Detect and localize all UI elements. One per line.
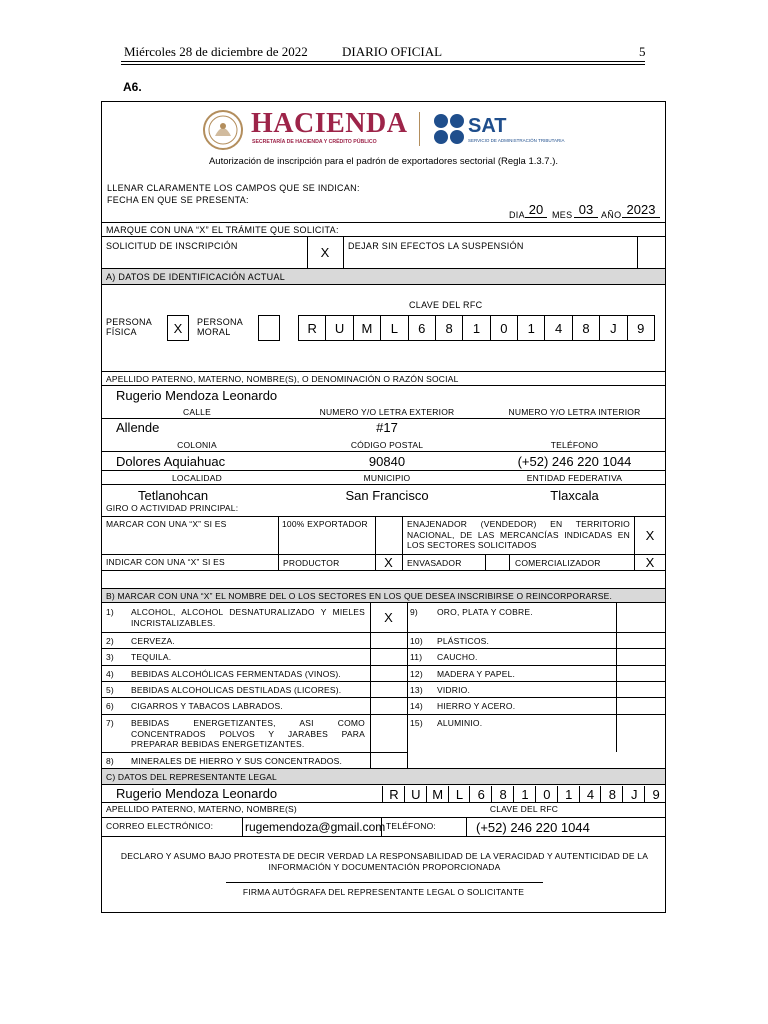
sector-label: BEBIDAS ALCOHOLICAS DESTILADAS (LICORES). (131, 685, 342, 695)
sector-label: BEBIDAS ENERGETIZANTES, ASI COMO CONCENTRADOS POLVOS Y JARABES PARA PREPARAR BEBIDAS ENERGETIZANTES. (131, 718, 365, 749)
instructions-line2: FECHA EN QUE SE PRESENTA: (107, 195, 249, 205)
rep-rfc-char-box[interactable]: 1 (513, 786, 536, 803)
rfc-char-box[interactable]: U (325, 315, 353, 341)
sector-checkbox[interactable] (370, 752, 407, 768)
year-label: AÑO (601, 210, 622, 220)
day-label: DIA (509, 210, 525, 220)
sector-label: MADERA Y PAPEL. (437, 669, 516, 679)
num-ext-label: NUMERO Y/O LETRA EXTERIOR (319, 407, 455, 417)
rep-rfc-label: CLAVE DEL RFC (489, 804, 559, 814)
procedure-header: MARQUE CON UNA “X” EL TRÁMITE QUE SOLICITA: (106, 225, 339, 235)
telefono-value[interactable]: (+52) 246 220 1044 (517, 454, 632, 469)
form-title: Autorización de inscripción para el padrón de exportadores sectorial (Regla 1.3.7.). (208, 156, 559, 167)
sector-label: TEQUILA. (131, 652, 172, 662)
sector-checkbox[interactable] (616, 714, 666, 752)
rep-name-value[interactable]: Rugerio Mendoza Leonardo (116, 786, 278, 801)
sat-logo-icon (432, 112, 466, 146)
section-b-header (102, 588, 665, 603)
signature-line[interactable] (226, 882, 543, 883)
envasador-checkbox[interactable] (485, 554, 509, 571)
publication-name: DIARIO OFICIAL (342, 44, 443, 59)
entidad-label: ENTIDAD FEDERATIVA (526, 473, 623, 483)
comercializador-label: COMERCIALIZADOR (515, 558, 601, 568)
rep-rfc-char-box[interactable]: U (404, 786, 427, 803)
divider (102, 236, 665, 237)
rfc-char-box[interactable]: 9 (627, 315, 655, 341)
sector-checkbox[interactable] (616, 681, 666, 697)
section-a-header (102, 268, 665, 285)
sector-number: 15) (410, 718, 423, 728)
marcar-label: MARCAR CON UNA “X” SI ES (106, 519, 227, 529)
month-field[interactable]: 03 (574, 203, 598, 218)
calle-value[interactable]: Allende (116, 420, 160, 435)
page-number: 5 (639, 44, 646, 59)
inscripcion-checkbox[interactable]: X (320, 245, 330, 260)
persona-moral-label: PERSONA MORAL (197, 317, 243, 337)
sector-label: ALCOHOL, ALCOHOL DESNATURALIZADO Y MIELES INCRISTALIZABLES. (131, 607, 365, 628)
num-int-label: NUMERO Y/O LETRA INTERIOR (508, 407, 641, 417)
sector-number: 1) (106, 607, 114, 617)
sector-label: BEBIDAS ALCOHÓLICAS FERMENTADAS (VINOS). (131, 669, 341, 679)
rfc-char-box[interactable]: 8 (435, 315, 463, 341)
rep-rfc-char-box[interactable]: 6 (469, 786, 492, 803)
sector-checkbox[interactable] (370, 648, 407, 665)
rfc-char-box[interactable]: 0 (490, 315, 518, 341)
sector-checkbox[interactable] (370, 665, 407, 681)
email-label: CORREO ELECTRÓNICO: (106, 821, 214, 831)
rep-rfc-char-box[interactable]: M (426, 786, 449, 803)
rfc-char-box[interactable]: M (353, 315, 381, 341)
month-label: MES (552, 210, 573, 220)
name-label: APELLIDO PATERNO, MATERNO, NOMBRE(S), O DENOMINACIÓN O RAZÓN SOCIAL (106, 374, 459, 384)
section-c-title: C) DATOS DEL REPRESENTANTE LEGAL (106, 772, 277, 782)
sector-label: CAUCHO. (437, 652, 478, 662)
cp-label: CÓDIGO POSTAL (350, 440, 424, 450)
indicar-label: INDICAR CON UNA “X” SI ES (106, 557, 225, 567)
phone-label: TELÉFONO: (386, 821, 436, 831)
section-c-header (102, 768, 665, 785)
sector-number: 11) (410, 652, 423, 662)
sector-label: VIDRIO. (437, 685, 471, 695)
procedure-option-inscripcion: SOLICITUD DE INSCRIPCIÓN (106, 241, 238, 251)
productor-label: PRODUCTOR (283, 558, 340, 568)
email-value[interactable]: rugemendoza@gmail.com (245, 820, 386, 834)
cp-value[interactable]: 90840 (368, 454, 406, 469)
giro-label: GIRO O ACTIVIDAD PRINCIPAL: (106, 503, 239, 513)
sector-number: 10) (410, 636, 423, 646)
hacienda-logo-text: HACIENDA (251, 108, 408, 139)
name-value[interactable]: Rugerio Mendoza Leonardo (116, 388, 278, 403)
header-rule-2 (121, 64, 645, 65)
colonia-label: COLONIA (177, 440, 217, 450)
sector-checkbox[interactable] (370, 632, 407, 648)
calle-label: CALLE (183, 407, 211, 417)
rfc-char-box[interactable]: 1 (517, 315, 545, 341)
sector-checkbox[interactable] (616, 603, 666, 632)
sector-label: MINERALES DE HIERRO Y SUS CONCENTRADOS. (131, 756, 343, 766)
rfc-char-box[interactable]: 6 (408, 315, 436, 341)
phone-value[interactable]: (+52) 246 220 1044 (476, 820, 590, 835)
num-ext-value[interactable]: #17 (376, 420, 398, 435)
sector-number: 2) (106, 636, 114, 646)
municipio-value[interactable]: San Francisco (345, 488, 429, 503)
sector-number: 8) (106, 756, 114, 766)
enajenador-checkbox[interactable]: X (645, 527, 655, 543)
sector-number: 14) (410, 701, 423, 711)
rep-rfc-char-box[interactable]: L (448, 786, 471, 803)
sector-checkbox[interactable] (370, 681, 407, 697)
telefono-label: TELÉFONO (550, 440, 599, 450)
rfc-char-box[interactable]: R (298, 315, 326, 341)
sector-checkbox[interactable] (616, 648, 666, 665)
sector-checkbox[interactable] (616, 697, 666, 714)
section-a-title: A) DATOS DE IDENTIFICACIÓN ACTUAL (106, 272, 286, 282)
hacienda-subtitle: SECRETARÍA DE HACIENDA Y CRÉDITO PÚBLICO (252, 139, 377, 145)
comercializador-checkbox[interactable]: X (645, 555, 655, 570)
sector-number: 7) (106, 718, 114, 728)
sector-checkbox[interactable] (616, 632, 666, 648)
entidad-value[interactable]: Tlaxcala (550, 488, 599, 503)
signature-label: FIRMA AUTÓGRAFA DEL REPRESENTANTE LEGAL O SOLICITANTE (242, 887, 525, 897)
exportador-label: 100% EXPORTADOR (282, 519, 368, 529)
sat-logo-text: SAT (468, 115, 507, 137)
sector-label: CERVEZA. (131, 636, 175, 646)
rfc-char-box[interactable]: 1 (462, 315, 490, 341)
rfc-char-box[interactable]: L (380, 315, 408, 341)
col-divider (407, 603, 408, 768)
export-registration-form (101, 101, 666, 913)
rep-rfc-char-box[interactable]: 8 (600, 786, 623, 803)
declaration-text: DECLARO Y ASUMO BAJO PROTESTA DE DECIR VERDAD LA RESPONSABILIDAD DE LA VERACIDAD Y AUTENTICIDAD DE LA INFORMACIÓN Y DOCUMENTACIÓN PROPORCIONADA (120, 851, 649, 872)
enajenador-label: ENAJENADOR (VENDEDOR) EN TERRITORIO NACIONAL, DE LAS MERCANCÍAS INDICADAS EN LOS SECTORES SOLICITADOS (407, 519, 630, 550)
header-rule (121, 61, 645, 62)
sector-row-divider (102, 752, 407, 753)
sector-number: 13) (410, 685, 423, 695)
sat-subtitle: SERVICIO DE ADMINISTRACIÓN TRIBUTARIA (468, 138, 565, 143)
rfc-label: CLAVE DEL RFC (409, 300, 483, 310)
rep-rfc-char-box[interactable]: J (622, 786, 645, 803)
logo-divider (419, 112, 420, 146)
sector-number: 3) (106, 652, 114, 662)
persona-fisica-label: PERSONA FÍSICA (106, 317, 152, 337)
persona-fisica-checkbox[interactable]: X (167, 315, 189, 341)
localidad-label: LOCALIDAD (172, 473, 222, 483)
national-seal-icon (202, 106, 244, 154)
localidad-value[interactable]: Tetlanohcan (138, 488, 209, 503)
annex-label: A6. (123, 80, 142, 94)
rep-rfc-char-box[interactable]: 9 (644, 786, 667, 803)
exportador-checkbox[interactable] (375, 516, 402, 554)
productor-checkbox[interactable]: X (384, 555, 393, 570)
sector-checkbox[interactable]: X (384, 610, 393, 625)
instructions-line1: LLENAR CLARAMENTE LOS CAMPOS QUE SE INDICAN: (107, 183, 360, 193)
colonia-value[interactable]: Dolores Aquiahuac (116, 454, 226, 469)
rep-rfc-char-box[interactable]: R (382, 786, 405, 803)
municipio-label: MUNICIPIO (363, 473, 411, 483)
sector-label: CIGARROS Y TABACOS LABRADOS. (131, 701, 283, 711)
rfc-char-box[interactable]: J (599, 315, 627, 341)
sector-number: 6) (106, 701, 114, 711)
year-field[interactable]: 2023 (622, 203, 660, 218)
persona-moral-checkbox[interactable] (258, 315, 280, 341)
sector-number: 12) (410, 669, 423, 679)
sector-label: PLÁSTICOS. (437, 636, 490, 646)
sector-number: 5) (106, 685, 114, 695)
sector-label: ORO, PLATA Y COBRE. (437, 607, 533, 617)
sector-number: 4) (106, 669, 114, 679)
rfc-char-box[interactable]: 8 (572, 315, 600, 341)
sector-checkbox[interactable] (616, 665, 666, 681)
sector-label: ALUMINIO. (437, 718, 483, 728)
section-b-title: B) MARCAR CON UNA “X” EL NOMBRE DEL O LOS SECTORES EN LOS QUE DESEA INSCRIBIRSE O REINCORPORARSE. (106, 591, 613, 601)
rep-rfc-char-box[interactable]: 0 (535, 786, 558, 803)
rep-rfc-char-box[interactable]: 8 (491, 786, 514, 803)
sector-label: HIERRO Y ACERO. (437, 701, 516, 711)
sector-checkbox[interactable] (370, 714, 407, 752)
procedure-option-suspension: DEJAR SIN EFECTOS LA SUSPENSIÓN (348, 241, 524, 251)
sector-number: 9) (410, 607, 418, 617)
suspension-checkbox[interactable] (637, 236, 666, 269)
sector-checkbox[interactable] (370, 697, 407, 714)
rep-name-label: APELLIDO PATERNO, MATERNO, NOMBRE(S) (106, 804, 297, 814)
page-date: Miércoles 28 de diciembre de 2022 (124, 44, 308, 59)
rep-rfc-char-box[interactable]: 4 (579, 786, 602, 803)
day-field[interactable]: 20 (525, 203, 547, 218)
rfc-char-box[interactable]: 4 (544, 315, 572, 341)
divider (102, 222, 665, 223)
rep-rfc-char-box[interactable]: 1 (557, 786, 580, 803)
envasador-label: ENVASADOR (407, 558, 462, 568)
